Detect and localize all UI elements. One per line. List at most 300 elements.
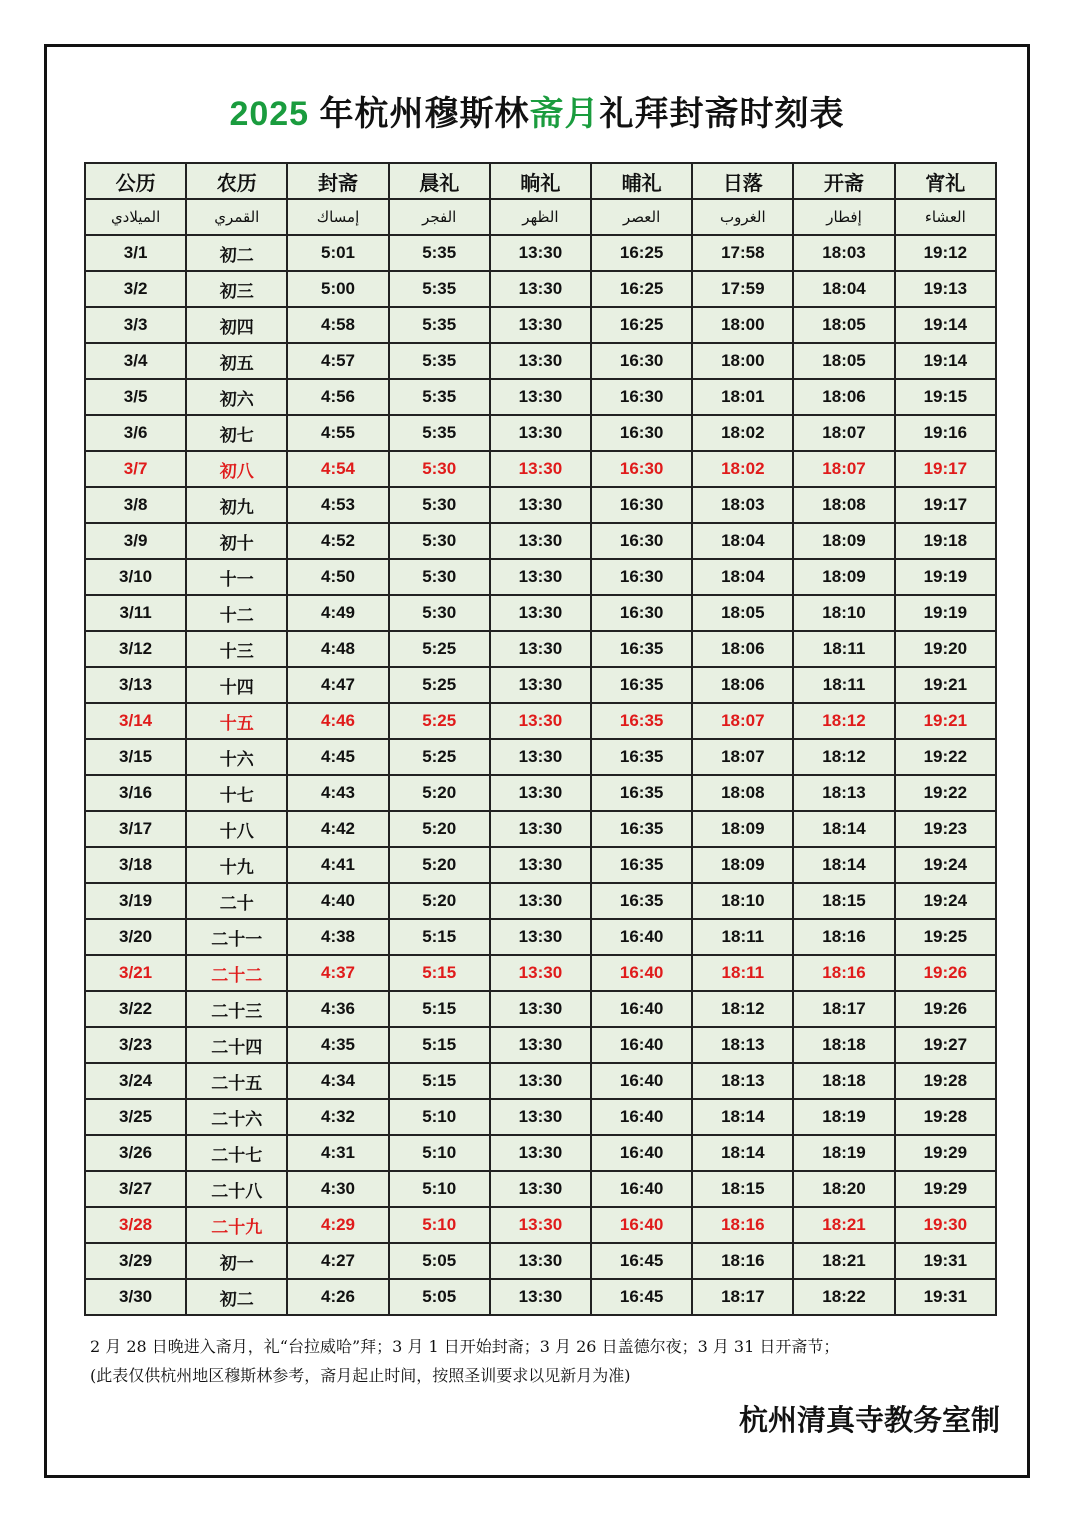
cell-imsak: 4:46 — [287, 703, 388, 739]
cell-dhuhr: 13:30 — [490, 1099, 591, 1135]
cell-fajr: 5:10 — [389, 1099, 490, 1135]
cell-isha: 19:28 — [895, 1099, 996, 1135]
col-header-gregorian: 公历 — [85, 163, 186, 199]
table-row — [85, 703, 996, 739]
table-row — [85, 739, 996, 775]
cell-gregorian: 3/2 — [85, 271, 186, 307]
cell-fajr: 5:25 — [389, 667, 490, 703]
cell-iftar: 18:16 — [793, 955, 894, 991]
cell-fajr: 5:35 — [389, 415, 490, 451]
cell-isha: 19:27 — [895, 1027, 996, 1063]
cell-dhuhr: 13:30 — [490, 559, 591, 595]
cell-dhuhr: 13:30 — [490, 1279, 591, 1315]
cell-dhuhr: 13:30 — [490, 955, 591, 991]
table-row — [85, 883, 996, 919]
cell-iftar: 18:07 — [793, 415, 894, 451]
title-rest: 礼拜封斋时刻表 — [599, 95, 845, 133]
prayer-timetable — [84, 162, 997, 1316]
cell-dhuhr: 13:30 — [490, 451, 591, 487]
cell-fajr: 5:30 — [389, 559, 490, 595]
cell-imsak: 4:32 — [287, 1099, 388, 1135]
col-header-isha-ar: العشاء — [895, 199, 996, 235]
cell-lunar: 二十三 — [186, 991, 287, 1027]
cell-isha: 19:24 — [895, 883, 996, 919]
cell-isha: 19:19 — [895, 595, 996, 631]
cell-gregorian: 3/25 — [85, 1099, 186, 1135]
cell-gregorian: 3/19 — [85, 883, 186, 919]
table-row — [85, 811, 996, 847]
cell-imsak: 4:34 — [287, 1063, 388, 1099]
cell-isha: 19:21 — [895, 703, 996, 739]
cell-lunar: 十八 — [186, 811, 287, 847]
cell-fajr: 5:20 — [389, 775, 490, 811]
cell-dhuhr: 13:30 — [490, 1171, 591, 1207]
cell-sunset: 18:09 — [692, 847, 793, 883]
cell-sunset: 18:10 — [692, 883, 793, 919]
cell-fajr: 5:35 — [389, 307, 490, 343]
cell-iftar: 18:05 — [793, 307, 894, 343]
cell-lunar: 二十 — [186, 883, 287, 919]
col-header-fajr: 晨礼 — [389, 163, 490, 199]
cell-gregorian: 3/14 — [85, 703, 186, 739]
table-row — [85, 1207, 996, 1243]
cell-imsak: 4:26 — [287, 1279, 388, 1315]
table-row — [85, 1063, 996, 1099]
timetable-body — [85, 235, 996, 1315]
table-row — [85, 415, 996, 451]
cell-fajr: 5:20 — [389, 811, 490, 847]
cell-fajr: 5:25 — [389, 739, 490, 775]
cell-dhuhr: 13:30 — [490, 235, 591, 271]
cell-sunset: 18:01 — [692, 379, 793, 415]
cell-lunar: 初九 — [186, 487, 287, 523]
cell-isha: 19:23 — [895, 811, 996, 847]
cell-imsak: 4:48 — [287, 631, 388, 667]
cell-dhuhr: 13:30 — [490, 595, 591, 631]
cell-dhuhr: 13:30 — [490, 847, 591, 883]
cell-imsak: 4:36 — [287, 991, 388, 1027]
cell-gregorian: 3/17 — [85, 811, 186, 847]
title-year: 2025 — [229, 95, 310, 133]
cell-lunar: 十四 — [186, 667, 287, 703]
table-row — [85, 775, 996, 811]
cell-sunset: 18:12 — [692, 991, 793, 1027]
cell-iftar: 18:21 — [793, 1243, 894, 1279]
cell-isha: 19:22 — [895, 739, 996, 775]
cell-sunset: 18:06 — [692, 667, 793, 703]
cell-fajr: 5:30 — [389, 595, 490, 631]
table-row — [85, 307, 996, 343]
cell-iftar: 18:12 — [793, 703, 894, 739]
cell-imsak: 4:29 — [287, 1207, 388, 1243]
cell-dhuhr: 13:30 — [490, 739, 591, 775]
signature: 杭州清真寺教务室制 — [738, 1405, 1000, 1437]
cell-iftar: 18:13 — [793, 775, 894, 811]
cell-fajr: 5:25 — [389, 703, 490, 739]
cell-iftar: 18:21 — [793, 1207, 894, 1243]
cell-sunset: 18:00 — [692, 343, 793, 379]
cell-lunar: 十九 — [186, 847, 287, 883]
table-row — [85, 1027, 996, 1063]
cell-dhuhr: 13:30 — [490, 991, 591, 1027]
cell-isha: 19:29 — [895, 1135, 996, 1171]
cell-imsak: 4:57 — [287, 343, 388, 379]
cell-imsak: 4:35 — [287, 1027, 388, 1063]
cell-fajr: 5:35 — [389, 379, 490, 415]
cell-sunset: 18:05 — [692, 595, 793, 631]
cell-gregorian: 3/10 — [85, 559, 186, 595]
cell-imsak: 4:38 — [287, 919, 388, 955]
cell-fajr: 5:35 — [389, 343, 490, 379]
col-header-fajr-ar: الفجر — [389, 199, 490, 235]
cell-fajr: 5:10 — [389, 1171, 490, 1207]
cell-asr: 16:25 — [591, 235, 692, 271]
cell-isha: 19:22 — [895, 775, 996, 811]
cell-lunar: 初二 — [186, 1279, 287, 1315]
cell-isha: 19:25 — [895, 919, 996, 955]
cell-isha: 19:20 — [895, 631, 996, 667]
cell-gregorian: 3/8 — [85, 487, 186, 523]
cell-gregorian: 3/24 — [85, 1063, 186, 1099]
header-row-arabic — [85, 199, 996, 235]
cell-lunar: 初四 — [186, 307, 287, 343]
cell-fajr: 5:05 — [389, 1279, 490, 1315]
cell-asr: 16:35 — [591, 811, 692, 847]
table-row — [85, 451, 996, 487]
cell-asr: 16:40 — [591, 1027, 692, 1063]
cell-lunar: 二十二 — [186, 955, 287, 991]
cell-imsak: 4:58 — [287, 307, 388, 343]
cell-imsak: 4:53 — [287, 487, 388, 523]
cell-fajr: 5:20 — [389, 883, 490, 919]
cell-lunar: 二十四 — [186, 1027, 287, 1063]
cell-asr: 16:40 — [591, 1207, 692, 1243]
cell-gregorian: 3/9 — [85, 523, 186, 559]
title-ramadan: 斋月 — [529, 95, 600, 133]
cell-imsak: 4:43 — [287, 775, 388, 811]
cell-asr: 16:25 — [591, 271, 692, 307]
cell-imsak: 4:31 — [287, 1135, 388, 1171]
cell-asr: 16:30 — [591, 487, 692, 523]
table-row — [85, 1243, 996, 1279]
cell-fajr: 5:35 — [389, 235, 490, 271]
cell-isha: 19:16 — [895, 415, 996, 451]
cell-sunset: 18:07 — [692, 739, 793, 775]
cell-isha: 19:26 — [895, 991, 996, 1027]
cell-lunar: 十二 — [186, 595, 287, 631]
cell-isha: 19:30 — [895, 1207, 996, 1243]
cell-lunar: 十三 — [186, 631, 287, 667]
cell-imsak: 4:47 — [287, 667, 388, 703]
cell-fajr: 5:15 — [389, 991, 490, 1027]
cell-sunset: 18:07 — [692, 703, 793, 739]
cell-asr: 16:40 — [591, 1063, 692, 1099]
cell-lunar: 初六 — [186, 379, 287, 415]
cell-dhuhr: 13:30 — [490, 271, 591, 307]
cell-imsak: 4:42 — [287, 811, 388, 847]
cell-asr: 16:30 — [591, 523, 692, 559]
cell-gregorian: 3/28 — [85, 1207, 186, 1243]
col-header-imsak-ar: إمساك — [287, 199, 388, 235]
cell-imsak: 4:41 — [287, 847, 388, 883]
cell-fajr: 5:15 — [389, 919, 490, 955]
cell-imsak: 4:45 — [287, 739, 388, 775]
cell-imsak: 4:27 — [287, 1243, 388, 1279]
cell-iftar: 18:06 — [793, 379, 894, 415]
cell-dhuhr: 13:30 — [490, 343, 591, 379]
cell-isha: 19:31 — [895, 1279, 996, 1315]
table-row — [85, 1171, 996, 1207]
cell-lunar: 二十八 — [186, 1171, 287, 1207]
cell-dhuhr: 13:30 — [490, 775, 591, 811]
cell-asr: 16:35 — [591, 847, 692, 883]
table-row — [85, 631, 996, 667]
col-header-dhuhr: 晌礼 — [490, 163, 591, 199]
cell-iftar: 18:19 — [793, 1099, 894, 1135]
cell-sunset: 18:13 — [692, 1063, 793, 1099]
cell-sunset: 18:04 — [692, 559, 793, 595]
cell-dhuhr: 13:30 — [490, 811, 591, 847]
cell-fajr: 5:15 — [389, 1027, 490, 1063]
cell-gregorian: 3/3 — [85, 307, 186, 343]
cell-gregorian: 3/13 — [85, 667, 186, 703]
cell-gregorian: 3/15 — [85, 739, 186, 775]
cell-gregorian: 3/27 — [85, 1171, 186, 1207]
cell-imsak: 5:01 — [287, 235, 388, 271]
cell-sunset: 18:14 — [692, 1099, 793, 1135]
cell-imsak: 4:30 — [287, 1171, 388, 1207]
cell-asr: 16:40 — [591, 1099, 692, 1135]
cell-iftar: 18:08 — [793, 487, 894, 523]
cell-asr: 16:35 — [591, 703, 692, 739]
cell-isha: 19:17 — [895, 487, 996, 523]
cell-lunar: 初七 — [186, 415, 287, 451]
cell-imsak: 4:50 — [287, 559, 388, 595]
table-row — [85, 847, 996, 883]
table-row — [85, 991, 996, 1027]
col-header-lunar: 农历 — [186, 163, 287, 199]
cell-fajr: 5:10 — [389, 1207, 490, 1243]
table-row — [85, 523, 996, 559]
cell-gregorian: 3/26 — [85, 1135, 186, 1171]
table-row — [85, 1135, 996, 1171]
col-header-iftar-ar: إفطار — [793, 199, 894, 235]
cell-asr: 16:40 — [591, 919, 692, 955]
cell-dhuhr: 13:30 — [490, 1207, 591, 1243]
cell-asr: 16:30 — [591, 343, 692, 379]
table-row — [85, 955, 996, 991]
cell-fajr: 5:10 — [389, 1135, 490, 1171]
col-header-isha: 宵礼 — [895, 163, 996, 199]
cell-lunar: 初二 — [186, 235, 287, 271]
cell-isha: 19:17 — [895, 451, 996, 487]
header-row-chinese — [85, 163, 996, 199]
title-city: 年杭州穆斯林 — [309, 95, 530, 133]
cell-isha: 19:24 — [895, 847, 996, 883]
cell-asr: 16:30 — [591, 595, 692, 631]
table-row — [85, 559, 996, 595]
cell-lunar: 初三 — [186, 271, 287, 307]
col-header-lunar-ar: القمري — [186, 199, 287, 235]
cell-lunar: 十六 — [186, 739, 287, 775]
cell-imsak: 4:55 — [287, 415, 388, 451]
cell-fajr: 5:35 — [389, 271, 490, 307]
cell-sunset: 18:04 — [692, 523, 793, 559]
cell-dhuhr: 13:30 — [490, 703, 591, 739]
table-row — [85, 595, 996, 631]
cell-iftar: 18:11 — [793, 631, 894, 667]
cell-gregorian: 3/29 — [85, 1243, 186, 1279]
table-row — [85, 1099, 996, 1135]
col-header-iftar: 开斋 — [793, 163, 894, 199]
cell-lunar: 初十 — [186, 523, 287, 559]
table-row — [85, 667, 996, 703]
cell-sunset: 18:11 — [692, 955, 793, 991]
cell-iftar: 18:14 — [793, 847, 894, 883]
cell-iftar: 18:20 — [793, 1171, 894, 1207]
cell-fajr: 5:05 — [389, 1243, 490, 1279]
cell-lunar: 二十九 — [186, 1207, 287, 1243]
col-header-sunset-ar: الغروب — [692, 199, 793, 235]
cell-isha: 19:14 — [895, 307, 996, 343]
cell-lunar: 二十五 — [186, 1063, 287, 1099]
cell-lunar: 十一 — [186, 559, 287, 595]
cell-sunset: 18:08 — [692, 775, 793, 811]
cell-sunset: 18:16 — [692, 1207, 793, 1243]
cell-fajr: 5:30 — [389, 451, 490, 487]
cell-imsak: 4:40 — [287, 883, 388, 919]
cell-isha: 19:13 — [895, 271, 996, 307]
cell-imsak: 4:37 — [287, 955, 388, 991]
cell-asr: 16:40 — [591, 1171, 692, 1207]
cell-asr: 16:45 — [591, 1243, 692, 1279]
cell-sunset: 18:03 — [692, 487, 793, 523]
cell-iftar: 18:03 — [793, 235, 894, 271]
col-header-dhuhr-ar: الظهر — [490, 199, 591, 235]
col-header-sunset: 日落 — [692, 163, 793, 199]
cell-dhuhr: 13:30 — [490, 1027, 591, 1063]
note-disclaimer: (此表仅供杭州地区穆斯林参考，斋月起止时间，按照圣训要求以见新月为准) — [90, 1366, 631, 1385]
cell-asr: 16:35 — [591, 631, 692, 667]
cell-sunset: 18:02 — [692, 415, 793, 451]
cell-dhuhr: 13:30 — [490, 523, 591, 559]
cell-gregorian: 3/11 — [85, 595, 186, 631]
cell-isha: 19:19 — [895, 559, 996, 595]
cell-isha: 19:12 — [895, 235, 996, 271]
cell-isha: 19:15 — [895, 379, 996, 415]
cell-iftar: 18:18 — [793, 1027, 894, 1063]
cell-asr: 16:30 — [591, 559, 692, 595]
cell-asr: 16:35 — [591, 739, 692, 775]
col-header-asr-ar: العصر — [591, 199, 692, 235]
cell-gregorian: 3/12 — [85, 631, 186, 667]
cell-iftar: 18:15 — [793, 883, 894, 919]
cell-lunar: 二十七 — [186, 1135, 287, 1171]
table-row — [85, 235, 996, 271]
col-header-imsak: 封斋 — [287, 163, 388, 199]
cell-isha: 19:28 — [895, 1063, 996, 1099]
cell-imsak: 4:54 — [287, 451, 388, 487]
cell-sunset: 18:13 — [692, 1027, 793, 1063]
cell-dhuhr: 13:30 — [490, 883, 591, 919]
cell-sunset: 17:58 — [692, 235, 793, 271]
cell-fajr: 5:30 — [389, 487, 490, 523]
cell-gregorian: 3/23 — [85, 1027, 186, 1063]
cell-fajr: 5:15 — [389, 955, 490, 991]
cell-sunset: 18:14 — [692, 1135, 793, 1171]
cell-iftar: 18:19 — [793, 1135, 894, 1171]
col-header-gregorian-ar: الميلادي — [85, 199, 186, 235]
table-row — [85, 1279, 996, 1315]
cell-gregorian: 3/20 — [85, 919, 186, 955]
cell-iftar: 18:09 — [793, 523, 894, 559]
cell-gregorian: 3/22 — [85, 991, 186, 1027]
note-dates: 2 月 28 日晚进入斋月，礼“台拉威哈”拜；3 月 1 日开始封斋；3 月 26 日盖德尔夜；3 月 31 日开斋节； — [90, 1337, 840, 1356]
table-row — [85, 271, 996, 307]
cell-lunar: 二十六 — [186, 1099, 287, 1135]
cell-gregorian: 3/6 — [85, 415, 186, 451]
cell-dhuhr: 13:30 — [490, 919, 591, 955]
cell-lunar: 十五 — [186, 703, 287, 739]
cell-sunset: 18:17 — [692, 1279, 793, 1315]
cell-lunar: 初五 — [186, 343, 287, 379]
table-row — [85, 379, 996, 415]
cell-iftar: 18:05 — [793, 343, 894, 379]
cell-dhuhr: 13:30 — [490, 379, 591, 415]
cell-iftar: 18:18 — [793, 1063, 894, 1099]
cell-asr: 16:35 — [591, 667, 692, 703]
cell-sunset: 18:06 — [692, 631, 793, 667]
cell-dhuhr: 13:30 — [490, 415, 591, 451]
cell-sunset: 18:00 — [692, 307, 793, 343]
cell-sunset: 18:11 — [692, 919, 793, 955]
cell-lunar: 初八 — [186, 451, 287, 487]
cell-sunset: 18:16 — [692, 1243, 793, 1279]
cell-asr: 16:40 — [591, 955, 692, 991]
cell-gregorian: 3/16 — [85, 775, 186, 811]
cell-asr: 16:35 — [591, 775, 692, 811]
cell-asr: 16:25 — [591, 307, 692, 343]
cell-gregorian: 3/1 — [85, 235, 186, 271]
cell-iftar: 18:22 — [793, 1279, 894, 1315]
cell-lunar: 十七 — [186, 775, 287, 811]
cell-gregorian: 3/5 — [85, 379, 186, 415]
cell-gregorian: 3/18 — [85, 847, 186, 883]
cell-gregorian: 3/7 — [85, 451, 186, 487]
cell-dhuhr: 13:30 — [490, 667, 591, 703]
cell-fajr: 5:20 — [389, 847, 490, 883]
cell-lunar: 二十一 — [186, 919, 287, 955]
cell-sunset: 18:02 — [692, 451, 793, 487]
cell-iftar: 18:17 — [793, 991, 894, 1027]
cell-imsak: 4:56 — [287, 379, 388, 415]
table-row — [85, 343, 996, 379]
page-title — [44, 86, 1030, 135]
cell-gregorian: 3/30 — [85, 1279, 186, 1315]
cell-fajr: 5:25 — [389, 631, 490, 667]
cell-dhuhr: 13:30 — [490, 487, 591, 523]
cell-iftar: 18:16 — [793, 919, 894, 955]
cell-asr: 16:45 — [591, 1279, 692, 1315]
table-row — [85, 487, 996, 523]
cell-imsak: 5:00 — [287, 271, 388, 307]
cell-iftar: 18:09 — [793, 559, 894, 595]
col-header-asr: 晡礼 — [591, 163, 692, 199]
cell-isha: 19:31 — [895, 1243, 996, 1279]
cell-dhuhr: 13:30 — [490, 631, 591, 667]
cell-asr: 16:35 — [591, 883, 692, 919]
cell-dhuhr: 13:30 — [490, 307, 591, 343]
